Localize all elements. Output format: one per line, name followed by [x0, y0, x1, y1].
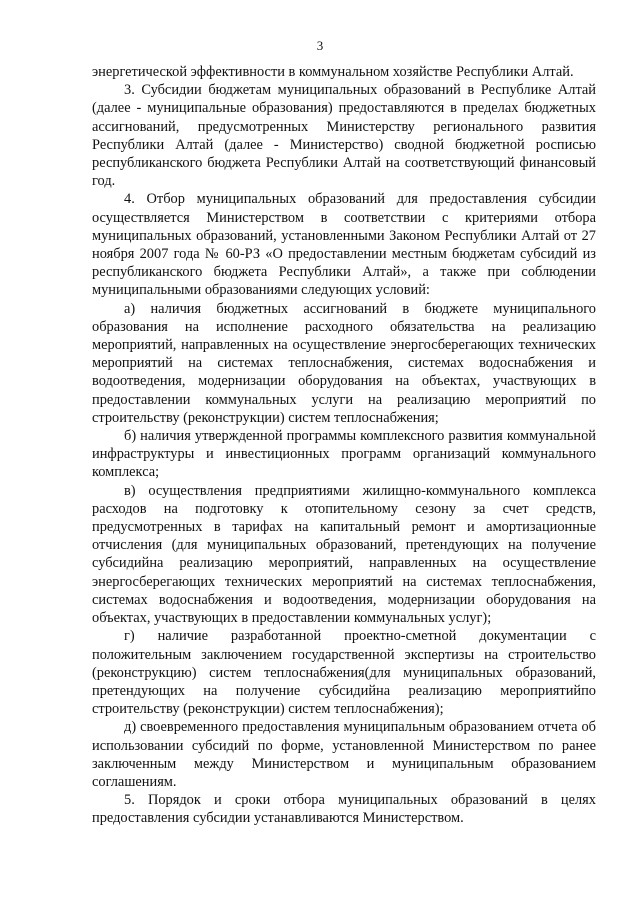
paragraph-continuation: энергетической эффективности в коммунальном хозяйстве Республики Алтай. [92, 64, 574, 80]
condition-d: д) своевременного предоставления муниципальным образованием отчета об использовании субсидий по форме, установленной Министерством по ранее заключенным между Министерством и муниципальным образованием соглашениям. [92, 719, 596, 790]
condition-a: а) наличия бюджетных ассигнований в бюджете муниципального образования на исполнение расходного обязательства на реализацию мероприятий, направленных на осуществление энергосберегающих технических мероприятий на системах теплоснабжения, системах водоснабжения и водоотведения, модернизации оборудования на объектах, участвующих в предоставлении коммунальных услуги на реализацию мероприятий по строительству (реконструкции) систем теплоснабжения; [92, 300, 596, 426]
condition-b: б) наличия утвержденной программы комплексного развития коммунальной инфраструктуры и инвестиционных программ организаций коммунального комплекса; [92, 428, 596, 481]
condition-v: в) осуществления предприятиями жилищно-коммунального комплекса расходов на подготовку к отопительному сезону за счет средств, предусмотренных в тарифах на капитальный ремонт и амортизационные отчисления (для муниципальных образований, претендующих на получение субсидийна реализацию мероприятий, направленных на осуществление энергосберегающих технических мероприятий на системах теплоснабжения, системах водоснабжения и водоотведения, модернизации оборудования на объектах, участвующих в предоставлении коммунальных услуг); [92, 482, 596, 627]
condition-g: г) наличие разработанной проектно-сметной документации с положительным заключением государственной экспертизы на строительство (реконструкцию) систем теплоснабжения(для муниципальных образований, претендующих на получение субсидийна реализацию мероприятийпо строительству (реконструкции) систем теплоснабжения); [92, 628, 596, 718]
paragraph-3-subsidies: 3. Субсидии бюджетам муниципальных образований в Республике Алтай (далее - муниципальные образования) предоставляются в пределах бюджетных ассигнований, предусмотренных Министерству регионального развития Республики Алтай (далее - Министерство) сводной бюджетной росписью республиканского бюджета Республики Алтай на соответствующий финансовый год. [92, 82, 596, 190]
page-number: 3 [316, 38, 324, 53]
document-body [92, 63, 596, 828]
paragraph-5-procedure: 5. Порядок и сроки отбора муниципальных образований в целях предоставления субсидии устанавливаются Министерством. [92, 792, 596, 827]
paragraph-4-selection: 4. Отбор муниципальных образований для предоставления субсидии осуществляется Министерством в соответствии с критериями отбора муниципальных образований, установленными Законом Республики Алтай от 27 ноября 2007 года № 60-РЗ «О предоставлении местным бюджетам субсидий из республиканского бюджета Республики Алтай», а также при соблюдении муниципальными образованиями следующих условий: [92, 191, 596, 299]
